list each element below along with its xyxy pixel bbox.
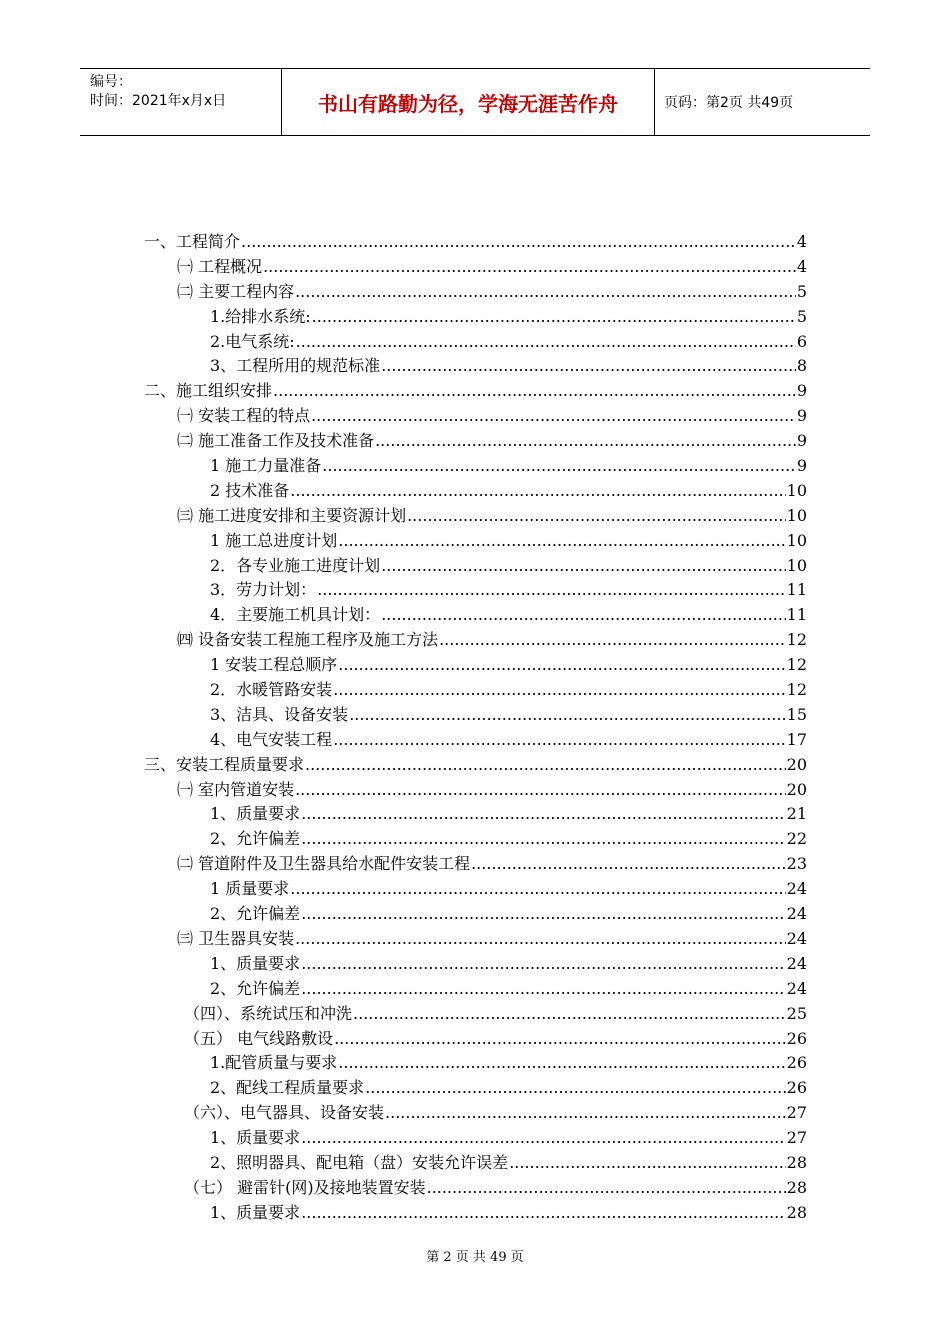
toc-entry[interactable]: [144, 1176, 807, 1201]
toc-entry-page: 10: [786, 480, 807, 500]
toc-entry-title: 1 质量要求: [210, 879, 290, 899]
toc-entry-page: 27: [786, 1103, 807, 1123]
toc-leader-dots: [381, 603, 785, 628]
toc-entry[interactable]: [144, 1201, 807, 1226]
toc-entry-page: 21: [786, 804, 807, 824]
toc-entry-page: 12: [786, 655, 807, 675]
toc-entry-page: 24: [786, 928, 807, 948]
toc-leader-dots: [295, 778, 786, 803]
toc-entry-title: 3．劳力计划：: [210, 580, 317, 600]
toc-entry-title: ㈡ 施工准备工作及技术准备: [177, 431, 375, 451]
toc-entry-title: 二、施工组织安排: [144, 381, 273, 401]
toc-entry-title: 三、安装工程质量要求: [144, 754, 305, 774]
toc-entry[interactable]: [144, 280, 807, 305]
toc-entry[interactable]: [144, 305, 807, 330]
toc-entry-page: 25: [786, 1003, 807, 1023]
toc-entry-title: ㈠ 安装工程的特点: [177, 406, 311, 426]
toc-entry-title: ㈡ 管道附件及卫生器具给水配件安装工程: [177, 854, 471, 874]
toc-leader-dots: [241, 230, 796, 255]
toc-entry-page: 17: [786, 729, 807, 749]
toc-entry[interactable]: [144, 1076, 807, 1101]
toc-entry-page: 12: [786, 680, 807, 700]
toc-entry[interactable]: [144, 479, 807, 504]
toc-entry-title: 2．水暖管路安装: [210, 680, 333, 700]
toc-entry-page: 10: [786, 505, 807, 525]
toc-entry-page: 26: [786, 1078, 807, 1098]
toc-entry[interactable]: [144, 379, 807, 404]
toc-entry[interactable]: [144, 703, 807, 728]
toc-entry[interactable]: [144, 354, 807, 379]
toc-entry-title: 2、允许偏差: [210, 829, 301, 849]
toc-entry-title: 2.电气系统:: [210, 331, 295, 351]
toc-entry[interactable]: [144, 902, 807, 927]
toc-entry[interactable]: [144, 1002, 807, 1027]
toc-entry[interactable]: [144, 603, 807, 628]
toc-entry-title: ㈢ 卫生器具安装: [177, 928, 295, 948]
toc-entry-title: （四）、系统试压和冲洗: [184, 1003, 353, 1023]
toc-entry-title: 1.配管质量与要求: [210, 1053, 338, 1073]
toc-entry-title: 1、质量要求: [210, 1128, 301, 1148]
toc-leader-dots: [509, 1151, 785, 1176]
toc-entry[interactable]: [144, 404, 807, 429]
toc-leader-dots: [301, 977, 785, 1002]
toc-entry-page: 11: [786, 580, 807, 600]
toc-entry-page: 28: [786, 1177, 807, 1197]
toc-leader-dots: [305, 753, 786, 778]
page-header: [80, 68, 870, 136]
toc-entry-title: 3、洁具、设备安装: [210, 704, 349, 724]
toc-entry-page: 26: [786, 1053, 807, 1073]
toc-entry[interactable]: [144, 678, 807, 703]
toc-entry-title: 1、质量要求: [210, 1202, 301, 1222]
toc-leader-dots: [349, 703, 785, 728]
toc-entry[interactable]: [144, 927, 807, 952]
toc-entry-title: ㈠ 工程概况: [177, 256, 263, 276]
toc-leader-dots: [263, 255, 796, 280]
toc-entry-title: ㈣ 设备安装工程施工程序及施工方法: [177, 630, 439, 650]
toc-leader-dots: [439, 628, 786, 653]
toc-entry[interactable]: [144, 1101, 807, 1126]
toc-entry[interactable]: [144, 330, 807, 355]
toc-entry-title: 1 安装工程总顺序: [210, 655, 338, 675]
toc-entry-page: 22: [786, 829, 807, 849]
page-footer: 第 2 页 共 49 页: [426, 1250, 524, 1265]
toc-leader-dots: [273, 379, 796, 404]
toc-leader-dots: [301, 802, 785, 827]
toc-entry-title: 2、配线工程质量要求: [210, 1078, 365, 1098]
toc-entry[interactable]: [144, 1051, 807, 1076]
toc-leader-dots: [333, 678, 785, 703]
header-motto: 书山有路勤为径，学海无涯苦作舟: [282, 69, 655, 135]
toc-entry[interactable]: [144, 230, 807, 255]
toc-leader-dots: [301, 902, 785, 927]
toc-leader-dots: [333, 728, 785, 753]
toc-entry[interactable]: [144, 952, 807, 977]
toc-entry[interactable]: [144, 753, 807, 778]
toc-entry-page: 20: [786, 779, 807, 799]
header-meta: [80, 69, 282, 135]
toc-leader-dots: [290, 877, 785, 902]
toc-entry-page: 20: [786, 754, 807, 774]
toc-entry-page: 9: [796, 431, 807, 451]
toc-entry-page: 11: [786, 605, 807, 625]
toc-entry-page: 23: [786, 854, 807, 874]
toc-leader-dots: [295, 280, 796, 305]
toc-entry-page: 5: [796, 281, 807, 301]
toc-entry-title: 2、照明器具、配电箱（盘）安装允许误差: [210, 1152, 509, 1172]
toc-entry-title: 4．主要施工机具计划：: [210, 605, 381, 625]
toc-entry[interactable]: [144, 255, 807, 280]
toc-entry-title: 1 施工力量准备: [210, 456, 322, 476]
toc-entry[interactable]: [144, 877, 807, 902]
toc-entry-page: 28: [786, 1202, 807, 1222]
toc-leader-dots: [385, 1101, 786, 1126]
toc-leader-dots: [317, 578, 785, 603]
toc-entry[interactable]: [144, 429, 807, 454]
toc-entry-page: 9: [796, 406, 807, 426]
toc-entry-title: 1.给排水系统:: [210, 306, 311, 326]
toc-leader-dots: [290, 479, 785, 504]
toc-entry-title: 2．各专业施工进度计划: [210, 555, 381, 575]
toc-entry[interactable]: [144, 1151, 807, 1176]
toc-entry[interactable]: [144, 454, 807, 479]
toc-entry-page: 28: [786, 1152, 807, 1172]
toc-leader-dots: [334, 1027, 786, 1052]
toc-entry-page: 24: [786, 953, 807, 973]
toc-entry-title: 1、质量要求: [210, 953, 301, 973]
toc-entry-page: 24: [786, 879, 807, 899]
toc-entry-page: 26: [786, 1028, 807, 1048]
toc-entry-title: ㈡ 主要工程内容: [177, 281, 295, 301]
toc-entry[interactable]: [144, 852, 807, 877]
toc-entry[interactable]: [144, 977, 807, 1002]
toc-entry-page: 10: [786, 530, 807, 550]
toc-entry-title: 1 施工总进度计划: [210, 530, 338, 550]
toc-entry-title: ㈠ 室内管道安装: [177, 779, 295, 799]
toc-leader-dots: [338, 529, 785, 554]
toc-entry[interactable]: [144, 778, 807, 803]
toc-entry-page: 24: [786, 904, 807, 924]
toc-entry[interactable]: [144, 1027, 807, 1052]
toc-entry-title: 一、工程简介: [144, 232, 241, 251]
toc-leader-dots: [301, 1201, 785, 1226]
toc-entry-title: 4、电气安装工程: [210, 729, 333, 749]
toc-entry-page: 27: [786, 1128, 807, 1148]
toc-entry[interactable]: [144, 1126, 807, 1151]
toc-entry[interactable]: [144, 578, 807, 603]
toc-entry-title: 2、允许偏差: [210, 978, 301, 998]
toc-leader-dots: [322, 454, 796, 479]
toc-entry[interactable]: [144, 529, 807, 554]
date-label: 时间：2021年x月x日: [90, 93, 227, 109]
toc-entry-page: 4: [796, 256, 807, 276]
toc-leader-dots: [311, 404, 796, 429]
toc-leader-dots: [427, 1176, 786, 1201]
toc-leader-dots: [296, 330, 796, 355]
toc-leader-dots: [375, 429, 796, 454]
toc-entry-title: （五） 电气线路敷设: [184, 1028, 334, 1048]
toc-entry-page: 9: [796, 381, 807, 401]
table-of-contents: [144, 230, 807, 1226]
toc-leader-dots: [338, 653, 785, 678]
toc-leader-dots: [295, 927, 786, 952]
number-label: 编号：: [90, 74, 132, 90]
header-page-info: 页码：第2页 共49页: [664, 95, 794, 111]
toc-leader-dots: [301, 827, 785, 852]
toc-leader-dots: [365, 1076, 785, 1101]
toc-entry-title: （六）、电气器具、设备安装: [184, 1103, 385, 1123]
toc-entry-title: 2 技术准备: [210, 480, 290, 500]
toc-entry-title: （七） 避雷针(网)及接地装置安装: [184, 1177, 426, 1197]
toc-entry-page: 24: [786, 978, 807, 998]
toc-leader-dots: [381, 554, 785, 579]
toc-entry-title: 3、工程所用的规范标准: [210, 356, 381, 376]
toc-entry-page: 6: [796, 331, 807, 351]
toc-entry-page: 8: [796, 356, 807, 376]
toc-leader-dots: [407, 504, 786, 529]
toc-entry-title: 2、允许偏差: [210, 904, 301, 924]
toc-entry[interactable]: [144, 802, 807, 827]
toc-leader-dots: [338, 1051, 785, 1076]
toc-entry[interactable]: [144, 628, 807, 653]
toc-leader-dots: [301, 1126, 785, 1151]
toc-entry[interactable]: [144, 827, 807, 852]
toc-leader-dots: [471, 852, 786, 877]
toc-entry-page: 12: [786, 630, 807, 650]
toc-entry-page: 15: [786, 704, 807, 724]
toc-entry[interactable]: [144, 504, 807, 529]
toc-entry[interactable]: [144, 728, 807, 753]
toc-entry-page: 4: [796, 232, 807, 251]
toc-entry[interactable]: [144, 554, 807, 579]
toc-entry-title: 1、质量要求: [210, 804, 301, 824]
toc-leader-dots: [312, 305, 796, 330]
toc-leader-dots: [301, 952, 785, 977]
toc-entry-title: ㈢ 施工进度安排和主要资源计划: [177, 505, 407, 525]
toc-entry-page: 10: [786, 555, 807, 575]
toc-entry-page: 5: [796, 306, 807, 326]
toc-leader-dots: [381, 354, 796, 379]
toc-leader-dots: [353, 1002, 786, 1027]
toc-entry-page: 9: [796, 456, 807, 476]
toc-entry[interactable]: [144, 653, 807, 678]
